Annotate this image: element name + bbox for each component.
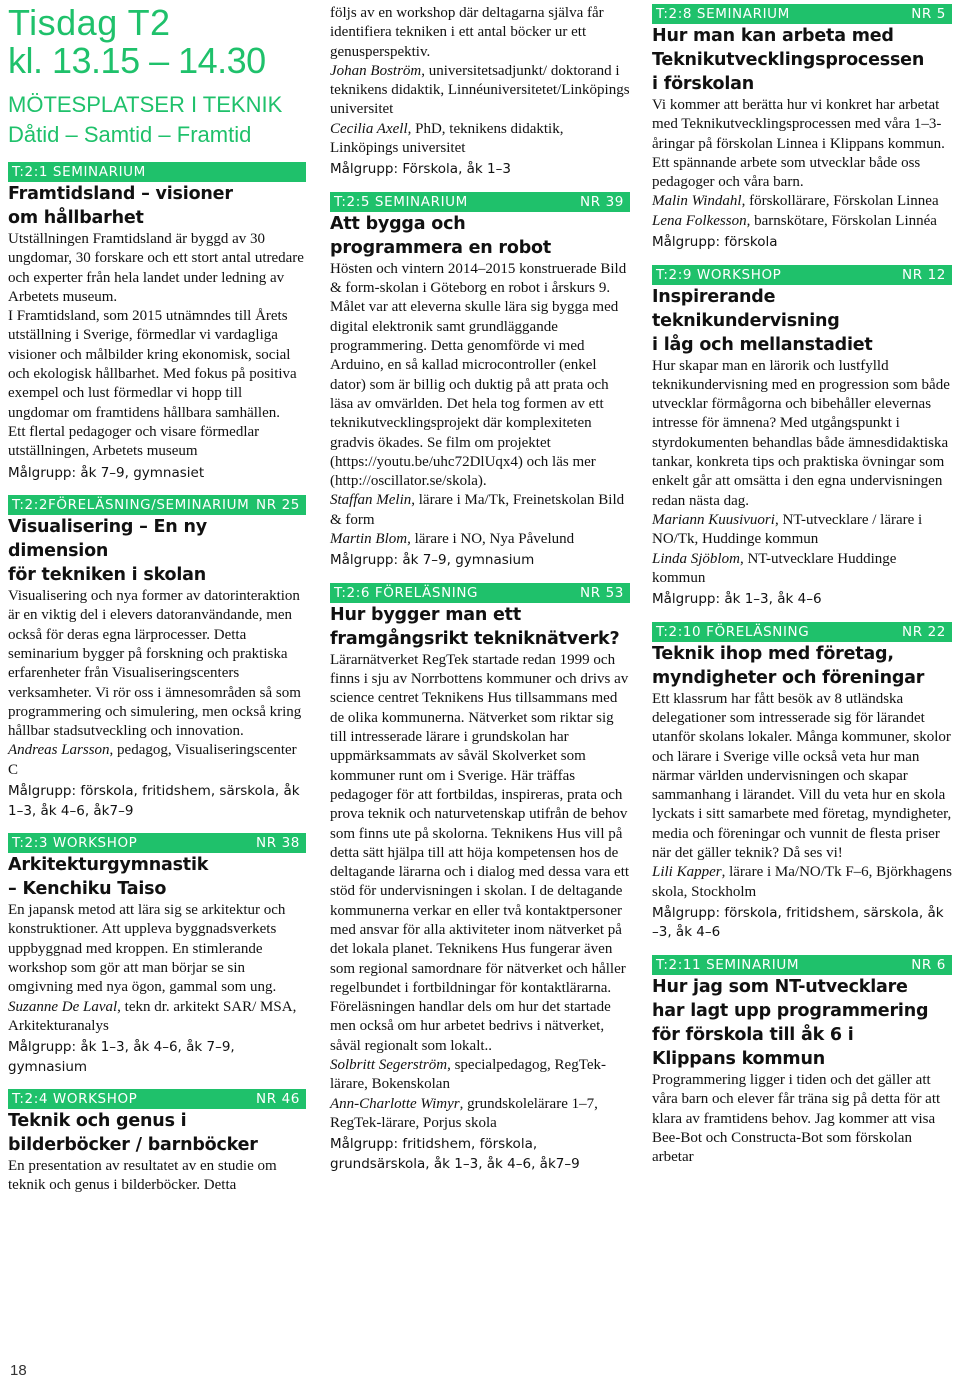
session-code: T:2:5 SEMINARIUM	[334, 193, 468, 210]
session-code-bar	[330, 192, 630, 212]
speaker-role: , NT-utvecklare Huddinge kommun	[652, 550, 897, 586]
session-description: Ett klassrum har fått besök av 8 utländska delegationer som intresserade sig för lärandet utanför skolans lokaler. Många kommuner, skolor och lärare i Sverige ville också veta hur man närmar världen undervisningen och skapar sammanhang i lärandet. Vill du veta hur en skola lyckats i sitt samarbete med företag, myndigheter, media och föreningar och vunnit de flesta priser när det gäller teknik? Då ses vi!	[652, 690, 952, 862]
target-group: Målgrupp: åk 1–3, åk 4–6, åk 7–9, gymnasium	[8, 1039, 235, 1075]
speaker-role: , barnskötare, Förskolan Linnéa	[746, 212, 937, 229]
session	[8, 1089, 306, 1196]
session-title: har lagt upp programmering	[652, 1000, 929, 1021]
column-2-sessions	[330, 4, 630, 1174]
session-code: T:2:11 SEMINARIUM	[656, 956, 800, 973]
speaker	[330, 530, 630, 549]
target-group: Målgrupp: åk 7–9, gymnasiet	[8, 464, 205, 481]
session-code: T:2:1 SEMINARIUM	[12, 164, 146, 180]
session-title: i låg och mellanstadiet	[652, 334, 873, 355]
speaker-role: , pedagog, Visualiseringscenter C	[8, 742, 297, 778]
speaker-name: Johan Boström	[330, 62, 422, 79]
event-subtitle: Dåtid – Samtid – Framtid	[8, 122, 252, 147]
session-number: NR 12	[902, 266, 946, 283]
page-number: 18	[10, 1362, 27, 1379]
session-title: bilderböcker / barnböcker	[8, 1135, 258, 1156]
speaker-name: Malin Windahl	[652, 193, 742, 210]
session-title: programmera en robot	[330, 237, 552, 258]
session	[652, 265, 952, 610]
session-title: Arkitekturgymnastik	[8, 855, 209, 876]
speaker-name: Mariann Kuusivuori	[652, 511, 775, 528]
speaker-name: Martin Blom	[330, 531, 408, 548]
speaker-role: , lärare i NO, Nya Påvelund	[407, 531, 575, 548]
session-number: NR 6	[911, 956, 946, 973]
speaker	[652, 511, 952, 550]
session-code: T:2:2FÖRELÄSNING/SEMINARIUM	[12, 497, 250, 514]
session-number: NR 53	[580, 584, 624, 601]
session-number: NR 38	[256, 835, 300, 852]
target-group: Målgrupp: förskola, fritidshem, särskola, åk 1–3, åk 4–6, åk7–9	[8, 783, 300, 819]
speaker	[652, 212, 952, 231]
session	[8, 495, 306, 821]
time-heading: kl. 13.15 – 14.30	[8, 40, 266, 81]
speaker	[330, 62, 630, 120]
session-number: NR 22	[902, 623, 946, 640]
session-code-bar	[8, 833, 306, 853]
column-1-sessions	[8, 162, 306, 1196]
session-code: T:2:10 FÖRELÄSNING	[656, 623, 810, 640]
session-code: T:2:8 SEMINARIUM	[656, 6, 790, 22]
session-description: Hur skapar man en lärorik och lustfylld teknikundervisning med en progression som både utvecklar förmågorna och bibehåller elevernas intresse för ämnena? Med utgångspunkt i styrdokumenten behandlas både ämnesdidaktiska tankar, konkreta tips och praktiska övningar som enkelt går att omsätta i den egna undervisningen redan nästa dag.	[652, 357, 950, 509]
session-code: T:2:6 FÖRELÄSNING	[334, 584, 479, 601]
session-description: Utställningen Framtidsland är byggd av 30 ungdomar, 30 forskare och ett stort antal utredare och experter från hela landet under ledning av Arbetets museum.	[8, 231, 304, 305]
session-title: Teknik och genus i	[8, 1111, 187, 1132]
speaker-role: , lärare i Ma/Tk, Freinetskolan Bild & form	[330, 492, 625, 528]
speaker-name: Solbritt Segerström	[330, 1057, 448, 1074]
day-heading: Tisdag T2	[8, 2, 171, 43]
target-group: Målgrupp: förskola, fritidshem, särskola, åk –3, åk 4–6	[652, 904, 944, 941]
session-number: NR 5	[911, 6, 946, 22]
session-title: Att bygga och	[330, 213, 466, 234]
session-code-bar	[8, 162, 306, 182]
speaker	[652, 863, 952, 902]
session	[652, 955, 952, 1167]
session-title: Inspirerande teknikundervisning	[652, 286, 840, 331]
session-title: Framtidsland – visioner	[8, 184, 233, 204]
session-code-bar	[652, 622, 952, 642]
session-code-bar	[8, 1089, 306, 1109]
session-code-bar	[652, 955, 952, 975]
session-title: Hur man kan arbeta med	[652, 26, 894, 46]
target-group: Målgrupp: förskola	[652, 234, 778, 251]
session-code-bar	[652, 4, 952, 24]
speaker-name: Suzanne De Laval	[8, 998, 118, 1015]
session-description: I Framtidsland, som 2015 utnämndes till Årets utställning i Sverige, förmedlar vi vardagliga visioner och målbilder kring ekonomisk, social och ekologisk hållbarhet. Med fokus på positiva exempel och lust förmedlar vi hopp till ungdomar om framtidens hållbara samhällen.	[8, 308, 297, 421]
speaker-name: Ann-Charlotte Wimyr	[330, 1095, 460, 1112]
speaker-role: , PhD, teknikens didaktik, Linköpings universitet	[330, 120, 564, 157]
session	[330, 583, 630, 1174]
page-header	[8, 4, 306, 150]
session-description: Ett flertal pedagoger och visare förmedlar utställningen, Arbetets museum	[8, 423, 260, 460]
session-description: En presentation av resultatet av en studie om teknik och genus i bilderböcker. Detta	[8, 1158, 277, 1194]
session-code: T:2:3 WORKSHOP	[12, 835, 138, 852]
session-title: i förskolan	[652, 74, 755, 94]
session-title: Klippans kommun	[652, 1048, 825, 1069]
session-description: Visualisering och nya former av datorinteraktion är en viktig del i elevers datoranvändande, men också för deras egna lärprocesser. Detta seminarium bygger på forskning och praktiska erfarenheter från Visualiseringscenters verksamheter. Vi rör oss i ämnesområden så som programmering och simulering, men också kring hållbar stadsutveckling och innovation.	[8, 588, 302, 740]
session	[652, 4, 952, 253]
event-title: MÖTESPLATSER I TEKNIK	[8, 92, 283, 117]
target-group: Målgrupp: Förskola, åk 1–3	[330, 161, 511, 178]
speaker	[652, 550, 952, 589]
session-code: T:2:4 WORKSHOP	[12, 1091, 138, 1108]
session-number: NR 39	[580, 193, 624, 210]
speaker	[330, 1095, 630, 1134]
speaker-role: , lärare i Ma/NO/Tk F–6, Björkhagens skola, Stockholm	[652, 864, 952, 900]
target-group: Målgrupp: åk 1–3, åk 4–6	[652, 591, 822, 608]
session-description: Hösten och vintern 2014–2015 konstruerade Bild & form-skolan i Göteborg en robot i årskurs 9. Målet var att eleverna skulle lära sig bygga med digital elektronik samt grundläggande programmering. Detta genomförde vi med Arduino, en så kallad microcontroller (enkel dator) som är billig och duktig på att prata och läsa av omvärlden. Det hela tog formen av ett teknikutvecklingsprojekt där komplexiteten gradvis ökades. Se film om projektet (https://youtu.be/uhc72DlUqx4) och läs mer (http://oscillator.se/skola).	[330, 260, 627, 490]
session-title: Hur bygger man ett	[330, 604, 522, 625]
session	[652, 622, 952, 943]
column-3	[652, 0, 952, 1179]
speaker	[330, 1056, 630, 1095]
session	[330, 4, 630, 180]
session-description: En japansk metod att lära sig se arkitektur och konstruktioner. Att uppleva byggnadsverkets uppbyggnad med kroppen. En stimlerande workshop som gör att man börjar se sin omgivning med nya ögon, gammal som ung.	[8, 902, 286, 996]
speaker-name: Linda Sjöblom	[652, 550, 740, 567]
session-title: för förskola till åk 6 i	[652, 1024, 854, 1045]
speaker	[8, 741, 306, 780]
session-number: NR 25	[256, 497, 300, 514]
session-title: Hur jag som NT-utvecklare	[652, 976, 908, 997]
speaker-name: Andreas Larsson	[8, 742, 110, 759]
target-group: Målgrupp: fritidshem, förskola, grundsärskola, åk 1–3, åk 4–6, åk7–9	[330, 1136, 580, 1172]
column-3-sessions	[652, 4, 952, 1167]
speaker	[652, 192, 952, 211]
session-title: Teknikutvecklingsprocessen	[652, 50, 925, 70]
speaker-name: Lili Kapper	[652, 864, 722, 881]
speaker	[8, 998, 306, 1037]
speaker-name: Cecilia Axell	[330, 120, 408, 137]
speaker-role: , förskollärare, Förskolan Linnea	[741, 193, 939, 210]
session	[8, 162, 306, 483]
speaker	[330, 491, 630, 530]
session-description: Vi kommer att berätta hur vi konkret har arbetat med Teknikutvecklingsprocessen med våra 1–3-åringar på förskolan Linnea i Klippans kommun. Ett spännande arbete som utvecklar både oss pedagoger och våra barn.	[652, 97, 945, 191]
session-number: NR 46	[256, 1091, 300, 1108]
speaker-name: Lena Folkesson	[652, 212, 747, 229]
session-description: Lärarnätverket RegTek startade redan 1999 och finns i sju av Norrbottens kommuner och drivs av science centret Teknikens Hus tillsammans med de olika kommunerna. Nätverket som riktar sig till intresserade lärare i grundskolan har uppmärksammats av såväl Skolverket som kommuner runt om i Sverige. Här träffas pedagoger för att fortbildas, inspireras, prata och prova teknik och naturvetenskap utifrån de behov som finns ute på skolorna. Teknikens Hus vill på detta sätt hjälpa till att höja kompetensen hos de deltagande lärarna och i dialog med dessa vara ett stöd för undervisningen i skolan. I de deltagande kommunerna verkar en eller två kontaktpersoner med ansvar för alla aktiviteter inom nätverket på det lokala planet. Teknikens Hus fungerar även som regional samordnare för nätverket och håller regelbundet i fortbildningar för kontaktlärarna. Föreläsningen handlar dels om hur det startade men också om hur arbetet bedrivs i nätverket, såväl regionalt som lokalt..	[330, 651, 630, 1054]
speaker-name: Staffan Melin	[330, 492, 412, 509]
speaker-role: , NT-utvecklare / lärare i NO/Tk, Huddinge kommun	[652, 511, 923, 548]
session-title: för tekniken i skolan	[8, 565, 207, 586]
session-title: om hållbarhet	[8, 208, 144, 228]
session-code: T:2:9 WORKSHOP	[656, 266, 782, 283]
session-title: Teknik ihop med företag,	[652, 643, 894, 664]
session-title: Visualisering – En ny dimension	[8, 517, 207, 562]
speaker-role: , universitetsadjunkt/ doktorand i teknikens didaktik, Linnéuniversitetet/Linköpings universitet	[330, 62, 630, 118]
speaker	[330, 120, 630, 159]
session-title: myndigheter och föreningar	[652, 667, 925, 688]
speaker-role: , grundskolelärare 1–7, RegTek-lärare, Porjus skola	[330, 1095, 598, 1131]
session-title: – Kenchiku Taiso	[8, 879, 167, 900]
session-description: följs av en workshop där deltagarna själva får identifiera tekniken i ett antal böcker ur ett genusperspektiv.	[330, 5, 604, 60]
session-code-bar	[330, 583, 630, 603]
speaker-role: , tekn dr. arkitekt SAR/ MSA, Arkitekturanalys	[8, 998, 297, 1034]
column-1	[8, 0, 306, 1208]
session-description: Programmering ligger i tiden och det gäller att våra barn och elever får träna sig på detta för att klara av framtidens behov. Jag kommer att visa Bee-Bot och Constructa-Bot som förskolan arbetar	[652, 1071, 941, 1166]
target-group: Målgrupp: åk 7–9, gymnasium	[330, 552, 535, 569]
column-2	[330, 0, 630, 1186]
session-code-bar	[652, 265, 952, 285]
speaker-role: , specialpedagog, RegTek-lärare, Bokenskolan	[330, 1057, 606, 1093]
session-code-bar	[8, 495, 306, 515]
session	[330, 192, 630, 571]
session-title: framgångsrikt tekniknätverk?	[330, 628, 620, 649]
session	[8, 833, 306, 1077]
